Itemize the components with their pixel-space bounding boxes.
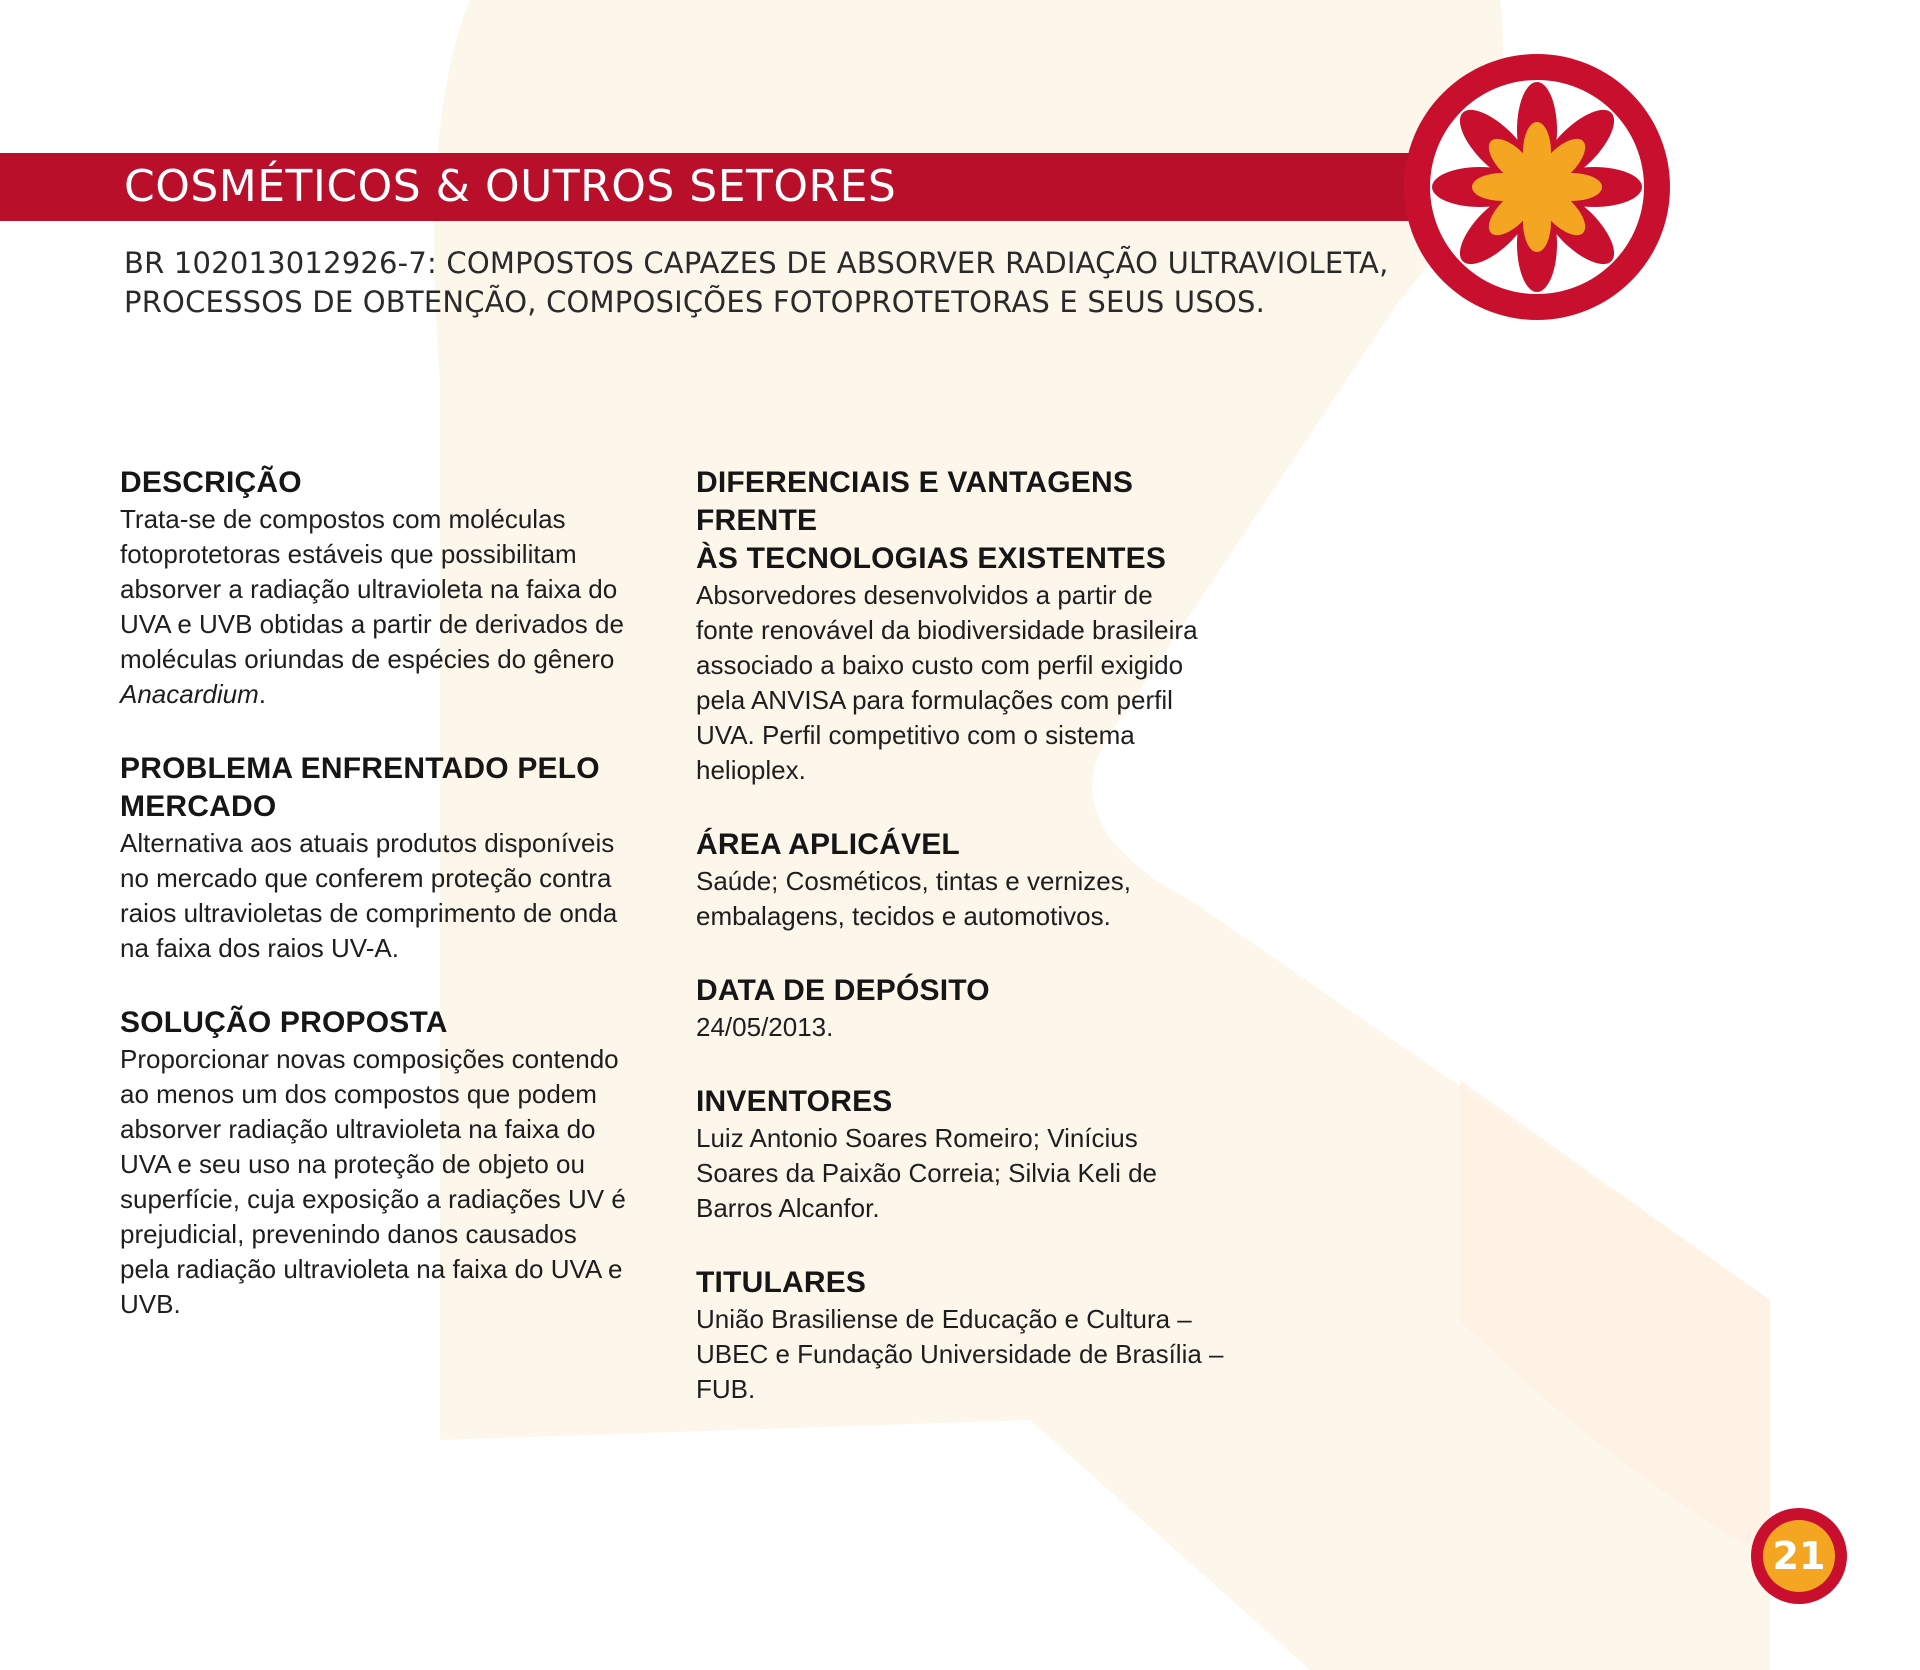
section-title: COSMÉTICOS & OUTROS SETORES: [124, 161, 897, 212]
body-line: ao menos um dos compostos que podem: [120, 1079, 597, 1109]
section-area-aplicavel: [696, 826, 1256, 934]
heading-line: PROBLEMA ENFRENTADO PELO: [120, 752, 600, 785]
body-line: Alternativa aos atuais produtos disponíveis: [120, 828, 615, 858]
body-line: associado a baixo custo com perfil exigido: [696, 650, 1184, 680]
period: .: [258, 679, 266, 709]
body-line: embalagens, tecidos e automotivos.: [696, 901, 1111, 931]
section-solucao: [120, 1004, 660, 1322]
heading-line: ÀS TECNOLOGIAS EXISTENTES: [696, 542, 1167, 575]
body-line: fotoprotetoras estáveis que possibilitam: [120, 539, 577, 569]
body-line: Barros Alcanfor.: [696, 1193, 880, 1223]
section-body: [696, 578, 1256, 788]
body-line: Absorvedores desenvolvidos a partir de: [696, 580, 1153, 610]
flower-emblem-icon: [1402, 52, 1672, 322]
body-line: UVB.: [120, 1289, 181, 1319]
body-line: Proporcionar novas composições contendo: [120, 1044, 619, 1074]
section-body: [696, 1010, 1256, 1045]
genus-name: Anacardium: [120, 679, 259, 709]
left-column: [120, 464, 660, 1322]
section-heading: DATA DE DEPÓSITO: [696, 974, 990, 1007]
section-body: [120, 1042, 660, 1322]
body-line: Luiz Antonio Soares Romeiro; Vinícius: [696, 1123, 1138, 1153]
section-body: [696, 1121, 1256, 1226]
patent-title: [124, 244, 1424, 322]
page-number-badge: [1751, 1508, 1847, 1604]
patent-title-line-1: BR 102013012926-7: COMPOSTOS CAPAZES DE ABSORVER RADIAÇÃO ULTRAVIOLETA,: [124, 246, 1389, 280]
section-heading: DESCRIÇÃO: [120, 466, 302, 499]
body-line-italic: [120, 677, 660, 712]
section-heading: SOLUÇÃO PROPOSTA: [120, 1006, 448, 1039]
body-line: Saúde; Cosméticos, tintas e vernizes,: [696, 866, 1131, 896]
body-line: absorver radiação ultravioleta na faixa do: [120, 1114, 596, 1144]
page-number: 21: [1763, 1520, 1835, 1592]
body-line: helioplex.: [696, 755, 806, 785]
body-line: Trata-se de compostos com moléculas: [120, 504, 566, 534]
section-body: [696, 864, 1256, 934]
section-problema: [120, 750, 660, 966]
section-heading: [120, 750, 660, 826]
body-line: absorver a radiação ultravioleta na faixa do: [120, 574, 618, 604]
body-line: União Brasiliense de Educação e Cultura –: [696, 1304, 1192, 1334]
section-data-deposito: [696, 972, 1256, 1045]
section-heading: ÁREA APLICÁVEL: [696, 828, 960, 861]
heading-line: DIFERENCIAIS E VANTAGENS FRENTE: [696, 466, 1134, 537]
body-line: fonte renovável da biodiversidade brasileira: [696, 615, 1198, 645]
right-column: [696, 464, 1256, 1407]
body-line: pela radiação ultravioleta na faixa do UVA e: [120, 1254, 623, 1284]
body-line: superfície, cuja exposição a radiações UV é: [120, 1184, 626, 1214]
body-line: UVA e UVB obtidas a partir de derivados de: [120, 609, 624, 639]
deposit-date: 24/05/2013.: [696, 1012, 834, 1042]
section-heading: INVENTORES: [696, 1085, 893, 1118]
section-heading: [696, 464, 1256, 578]
section-titulares: [696, 1264, 1256, 1407]
body-line: pela ANVISA para formulações com perfil: [696, 685, 1173, 715]
body-line: UVA e seu uso na proteção de objeto ou: [120, 1149, 585, 1179]
body-line: moléculas oriundas de espécies do gênero: [120, 644, 615, 674]
body-line: raios ultravioletas de comprimento de onda: [120, 898, 618, 928]
section-body: [696, 1302, 1256, 1407]
body-line: FUB.: [696, 1374, 756, 1404]
section-heading: TITULARES: [696, 1266, 867, 1299]
body-line: UVA. Perfil competitivo com o sistema: [696, 720, 1135, 750]
body-line: UBEC e Fundação Universidade de Brasília –: [696, 1339, 1224, 1369]
body-line: prejudicial, prevenindo danos causados: [120, 1219, 577, 1249]
body-line: Soares da Paixão Correia; Silvia Keli de: [696, 1158, 1158, 1188]
patent-title-line-2: PROCESSOS DE OBTENÇÃO, COMPOSIÇÕES FOTOPROTETORAS E SEUS USOS.: [124, 285, 1266, 319]
section-inventores: [696, 1083, 1256, 1226]
body-line: no mercado que conferem proteção contra: [120, 863, 612, 893]
section-body: [120, 826, 660, 966]
heading-line: MERCADO: [120, 790, 277, 823]
body-line: na faixa dos raios UV-A.: [120, 933, 399, 963]
section-descricao: [120, 464, 660, 712]
section-body: [120, 502, 660, 712]
section-diferenciais: [696, 464, 1256, 788]
